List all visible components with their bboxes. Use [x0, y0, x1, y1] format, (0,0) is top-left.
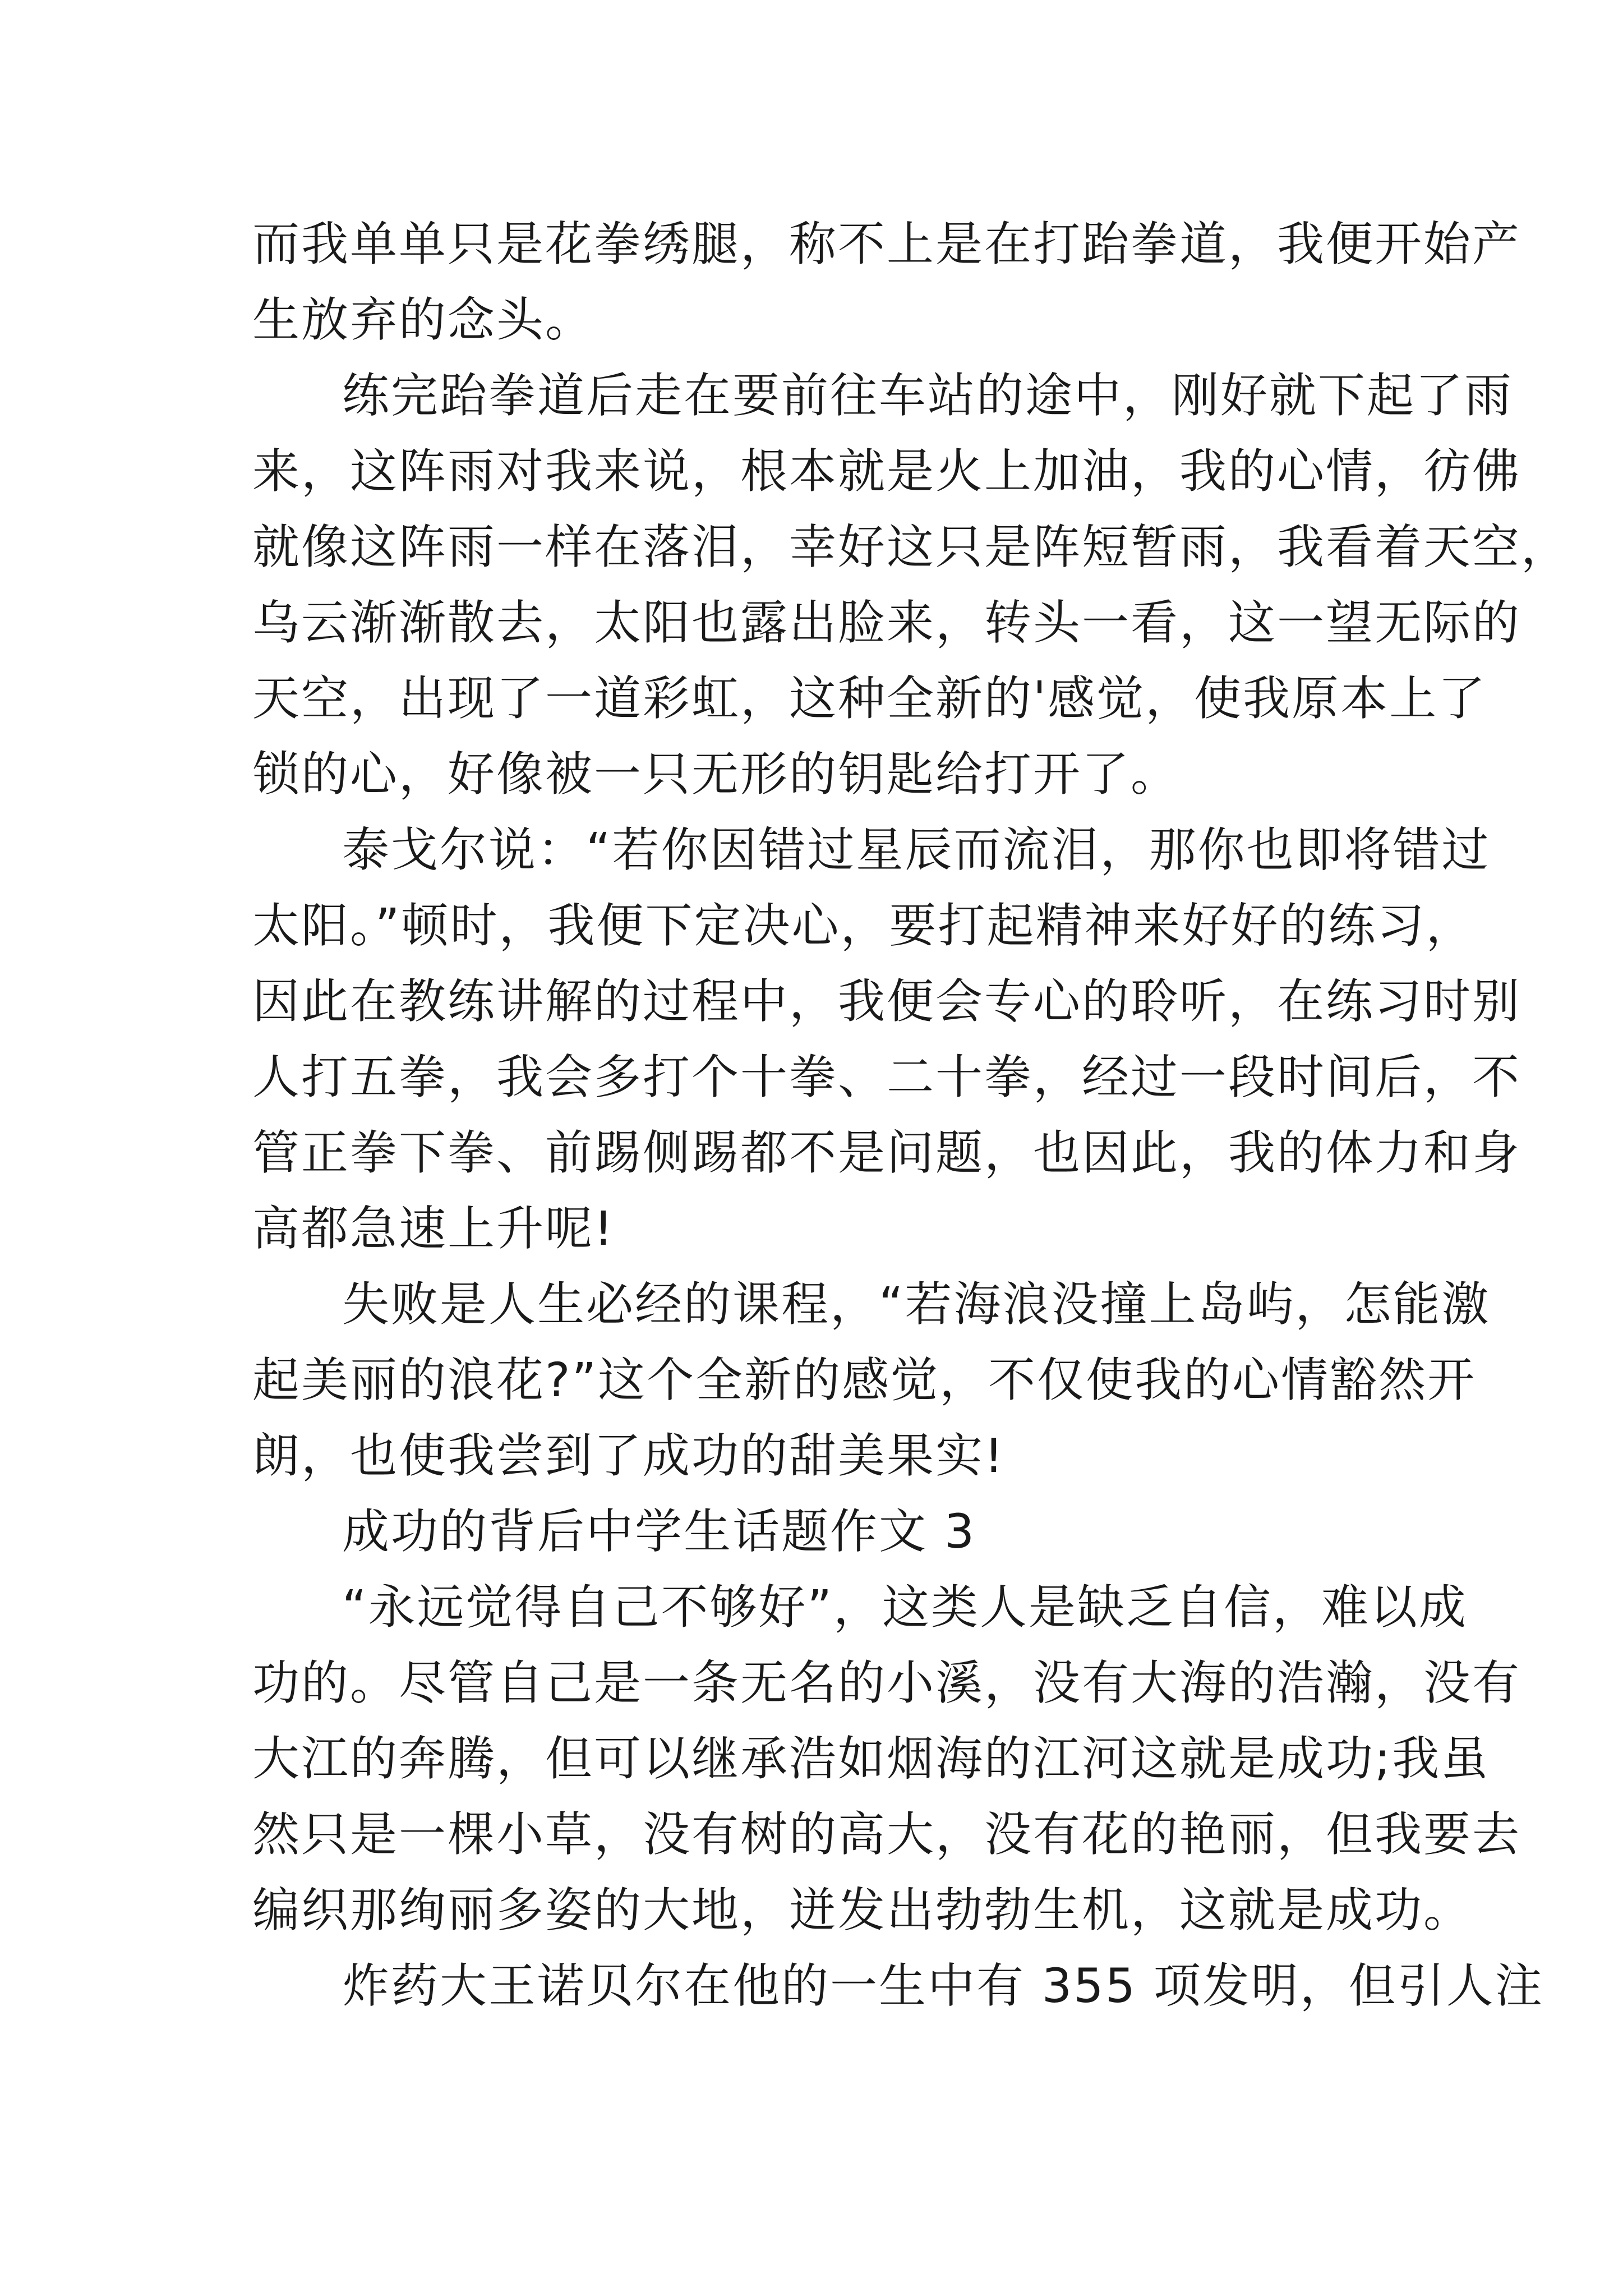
text-line: 来，这阵雨对我来说，根本就是火上加油，我的心情，彷佛 [252, 444, 1521, 499]
text-line: 乌云渐渐散去，太阳也露出脸来，转头一看，这一望无际的 [252, 595, 1521, 650]
text-line: 大江的奔腾，但可以继承浩如烟海的江河这就是成功;我虽 [252, 1731, 1490, 1786]
paragraph-start-line: “永远觉得自己不够好”，这类人是缺乏自信，难以成 [342, 1580, 1468, 1635]
text-line: 管正拳下拳、前踢侧踢都不是问题，也因此，我的体力和身 [252, 1125, 1521, 1180]
text-line: 朗，也使我尝到了成功的甜美果实! [252, 1428, 1005, 1483]
text-line: 人打五拳，我会多打个十拳、二十拳，经过一段时间后，不 [252, 1050, 1521, 1105]
text-line: 就像这阵雨一样在落泪，幸好这只是阵短暂雨，我看着天空， [252, 519, 1570, 574]
text-line: 功的。尽管自己是一条无名的小溪，没有大海的浩瀚，没有 [252, 1655, 1521, 1710]
text-line: 因此在教练讲解的过程中，我便会专心的聆听，在练习时别 [252, 974, 1521, 1029]
text-line: 锁的心，好像被一只无形的钥匙给打开了。 [252, 747, 1180, 802]
text-line: 而我单单只是花拳绣腿，称不上是在打跆拳道，我便开始产 [252, 217, 1521, 272]
text-line: 天空，出现了一道彩虹，这种全新的'感觉，使我原本上了 [252, 671, 1487, 726]
text-line: 生放弃的念头。 [252, 292, 594, 347]
section-heading: 成功的背后中学生话题作文 3 [342, 1504, 976, 1559]
text-line: 太阳。”顿时，我便下定决心，要打起精神来好好的练习， [252, 898, 1475, 953]
text-line: 然只是一棵小草，没有树的高大，没有花的艳丽，但我要去 [252, 1807, 1521, 1862]
paragraph-start-line: 练完跆拳道后走在要前往车站的途中，刚好就下起了雨 [342, 368, 1514, 423]
paragraph-start-line: 泰戈尔说：“若你因错过星辰而流泪，那你也即将错过 [342, 822, 1491, 877]
paragraph-start-line: 炸药大王诺贝尔在他的一生中有 355 项发明，但引人注 [342, 1958, 1544, 2013]
essay-text [252, 206, 1570, 2024]
text-line: 高都急速上升呢! [252, 1201, 615, 1256]
text-line: 编织那绚丽多姿的大地，迸发出勃勃生机，这就是成功。 [252, 1883, 1473, 1938]
text-line: 起美丽的浪花?”这个全新的感觉，不仅使我的心情豁然开 [252, 1352, 1477, 1407]
paragraph-start-line: 失败是人生必经的课程，“若海浪没撞上岛屿，怎能激 [342, 1277, 1491, 1332]
